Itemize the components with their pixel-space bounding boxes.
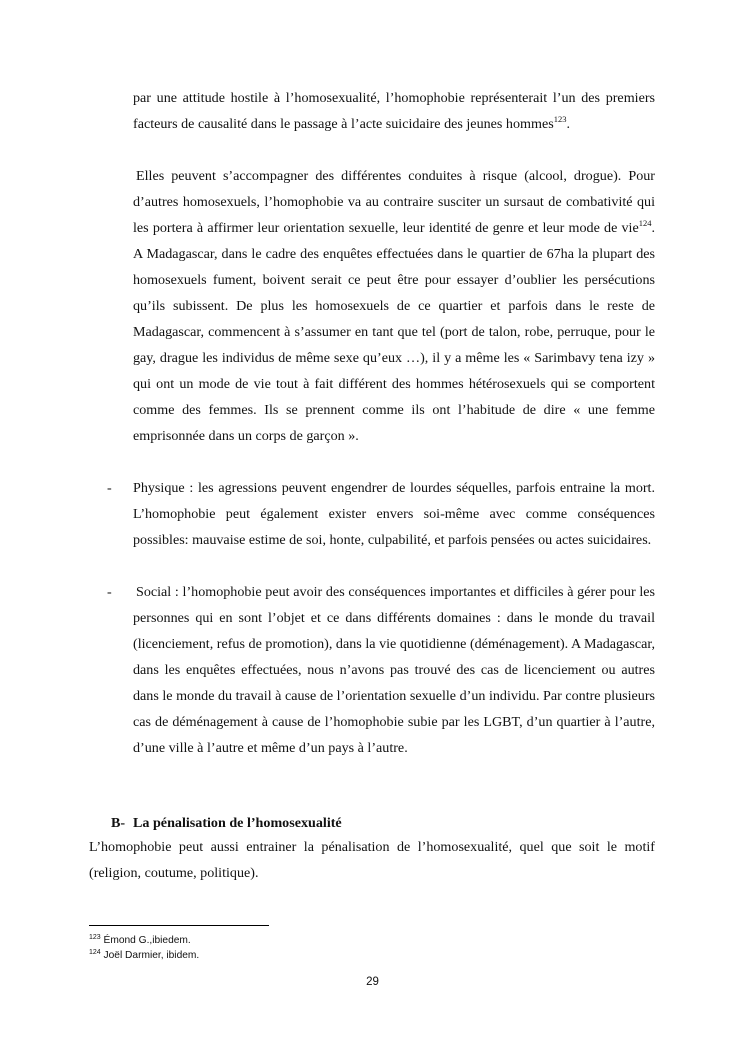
page-number: 29 — [366, 976, 379, 988]
bullet-social-text: Social : l’homophobie peut avoir des conséquences importantes et difficiles à gérer pour les personnes qui en sont l’objet et ce dans différents domaines : dans le monde du travail (licenciement, refus de promotion), dans la vie quotidienne (déménagement). A Madagascar, dans les enquêtes effectuées, nous n’avons pas trouvé des cas de licenciement ou autres dans le monde du travail à cause de l’orientation sexuelle d’un individu. Par contre plusieurs cas de déménagement à cause de l’homophobie subie par les LGBT, d’un quartier à l’autre, d’une ville à l’autre et même d’un pays à l’autre. — [133, 584, 655, 756]
footnote-ref-123: 123 — [553, 114, 567, 124]
bullet-marker-social: - — [107, 584, 112, 600]
bullet-social — [133, 579, 655, 761]
bullet-marker-physique: - — [107, 480, 112, 496]
section-title: La pénalisation de l’homosexualité — [133, 815, 342, 831]
footnote-number: 123 — [89, 934, 101, 941]
intro-paragraph — [133, 85, 655, 137]
footnote-separator — [89, 925, 269, 926]
section-letter: B- — [111, 815, 126, 831]
psychic-paragraph — [133, 163, 655, 449]
bullet-physique-text: Physique : les agressions peuvent engendrer de lourdes séquelles, parfois entraine la mort. L’homophobie peut également exister envers soi-même avec comme conséquences possibles: mauvaise estime de soi, honte, culpabilité, et parfois pensées ou actes suicidaires. — [133, 480, 655, 548]
psychic-text-part1: Elles peuvent s’accompagner des différentes conduites à risque (alcool, drogue). Pour d’autres homosexuels, l’homophobie va au contraire susciter un sursaut de combativité qui les portera à affirmer leur orientation sexuelle, leur identité de genre et leur mode de vie — [133, 168, 655, 236]
section-paragraph: L’homophobie peut aussi entrainer la pénalisation de l’homosexualité, quel que soit le motif (religion, coutume, politique). — [89, 839, 655, 881]
footnote-ref-124: 124 — [638, 218, 652, 228]
footnote-text: Émond G.,ibiedem. — [103, 935, 191, 946]
intro-tail: . — [566, 116, 570, 132]
footnote-text: Joël Darmier, ibidem. — [103, 950, 200, 961]
footnotes — [89, 933, 199, 963]
psychic-text-part2: . A Madagascar, dans le cadre des enquêtes effectuées dans le quartier de 67ha la plupart des homosexuels fument, boivent serait ce peut être pour essayer d’oublier les persécutions qu’ils subissent. De plus les homosexuels de ce quartier et parfois dans le reste de Madagascar, commencent à s’assumer en tant que tel (port de talon, robe, perruque, pour le gay, drague les individus de même sexe qu’eux …), il y a même les « Sarimbavy tena izy » qui ont un mode de vie tout à fait différent des hommes hétérosexuels qui se comportent comme des femmes. Ils se prennent comme ils ont l’habitude de dire « une femme emprisonnée dans un corps de garçon ». — [133, 220, 655, 444]
section-heading — [111, 810, 342, 836]
footnote-124 — [89, 948, 199, 963]
footnote-number: 124 — [89, 949, 101, 956]
footnote-123 — [89, 933, 199, 948]
bullet-physique — [133, 475, 655, 553]
intro-text: par une attitude hostile à l’homosexualité, l’homophobie représenterait l’un des premiers facteurs de causalité dans le passage à l’acte suicidaire des jeunes hommes — [133, 90, 655, 132]
